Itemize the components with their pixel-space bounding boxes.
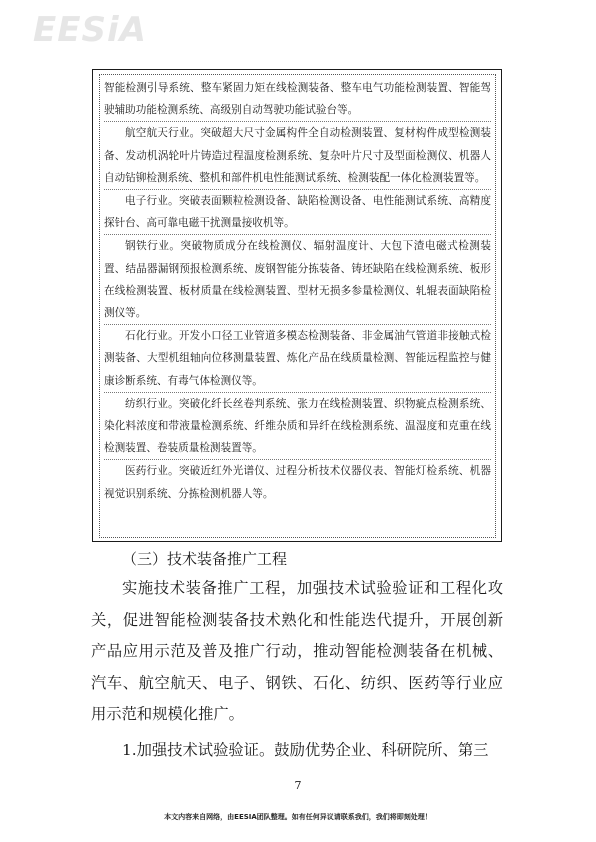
paragraph: 智能检测引导系统、整车紧固力矩在线检测装备、整车电气功能检测装置、智能驾驶辅助功能检测系统、高级别自动驾驶功能试验台等。 bbox=[104, 82, 491, 117]
list-item bbox=[104, 234, 491, 324]
paragraph: 纺织行业。突破化纤长丝卷判系统、张力在线检测装置、织物疵点检测系统、染化料浓度和带液量检测系统、纤维杂质和异纤在线检测系统、温湿度和克重在线检测装置、卷装质量检测装置等。 bbox=[104, 397, 491, 455]
paragraph: 1.加强技术试验验证。鼓励优势企业、科研院所、第三 bbox=[122, 740, 489, 759]
paragraph: 钢铁行业。突破物质成分在线检测仪、辐射温度计、大包下渣电磁式检测装置、结晶器漏钢预报检测系统、废钢智能分拣装备、铸坯缺陷在线检测系统、板形在线检测装置、板材质量在线检测装置、型材无损多参量检测仪、轧辊表面缺陷检测仪等。 bbox=[104, 240, 491, 320]
paragraph: 医药行业。突破近红外光谱仪、过程分析技术仪器仪表、智能灯检系统、机器视觉识别系统、分拣检测机器人等。 bbox=[104, 465, 491, 500]
list-item bbox=[104, 459, 491, 504]
industry-list-box bbox=[99, 74, 496, 538]
eesia-logo: EESiA bbox=[33, 10, 147, 50]
body-text bbox=[91, 573, 503, 766]
list-item bbox=[104, 324, 491, 392]
list-item bbox=[104, 392, 491, 460]
paragraph: 电子行业。突破表面颗粒检测设备、缺陷检测设备、电性能测试系统、高精度探针台、高可靠电磁干扰测量接收机等。 bbox=[104, 195, 491, 230]
list-item bbox=[104, 77, 491, 121]
paragraph: 实施技术装备推广工程，加强技术试验验证和工程化攻关，促进智能检测装备技术熟化和性能迭代提升，开展创新产品应用示范及普及推广行动，推动智能检测装备在机械、汽车、航空航天、电子、钢铁、石化、纺织、医药等行业应用示范和规模化推广。 bbox=[91, 579, 503, 723]
list-item bbox=[104, 121, 491, 189]
paragraph: 航空航天行业。突破超大尺寸金属构件全自动检测装置、复材构件成型检测装备、发动机涡轮叶片铸造过程温度检测系统、复杂叶片尺寸及型面检测仪、机器人自动钻铆检测系统、整机和部件机电性能测试系统、检测装配一体化检测装置等。 bbox=[104, 127, 491, 184]
footer-disclaimer: 本文内容来自网络，由EESIA团队整理。如有任何异议请联系我们，我们将即刻处理！ bbox=[164, 813, 432, 821]
section-heading: （三）技术装备推广工程 bbox=[122, 550, 288, 568]
list-item bbox=[104, 189, 491, 234]
paragraph: 石化行业。开发小口径工业管道多模态检测装备、非金属油气管道非接触式检测装备、大型机组轴向位移测量装置、炼化产品在线质量检测、智能远程监控与健康诊断系统、有毒气体检测仪等。 bbox=[104, 330, 491, 387]
page-number: 7 bbox=[294, 779, 302, 792]
